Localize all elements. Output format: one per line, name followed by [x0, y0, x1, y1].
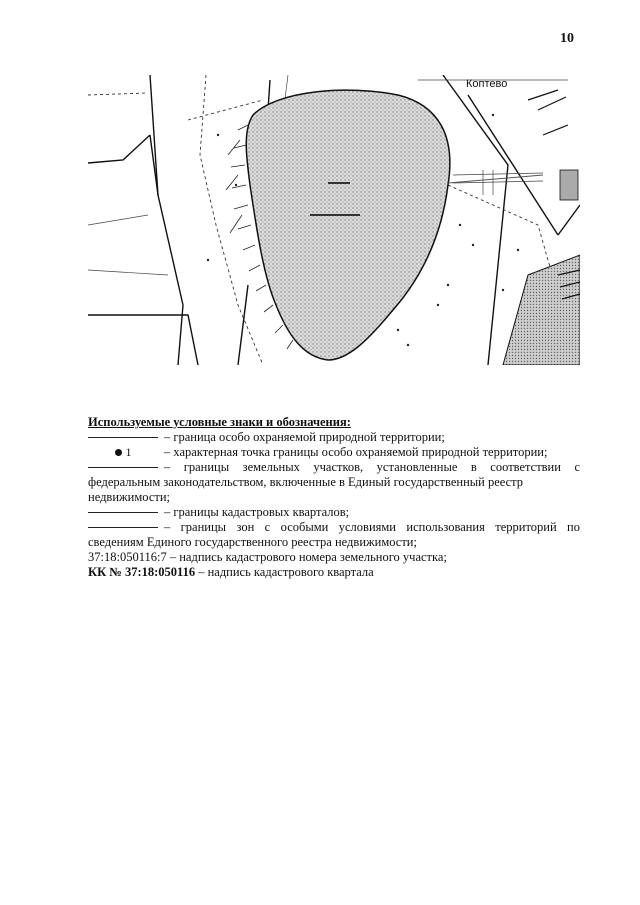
parcel-number: 37:18:050116:7	[88, 550, 167, 564]
line-symbol	[88, 527, 158, 528]
legend-item-quarter-number	[88, 565, 580, 580]
building-block	[560, 170, 578, 200]
legend-item-text: – граница особо охраняемой природной территории;	[164, 430, 445, 444]
legend-item-cadastral-quarters	[88, 505, 580, 520]
quarter-number-desc: – надпись кадастрового квартала	[195, 565, 374, 579]
legend-item-text: – границы зон с особыми условиями использования территорий по	[164, 520, 580, 534]
settlement-area	[503, 255, 580, 365]
line-symbol	[88, 467, 158, 468]
legend-item-text-continued: сведениям Единого государственного реестра недвижимости;	[88, 535, 417, 549]
parcel-number-desc: – надпись кадастрового номера земельного участка;	[166, 550, 447, 564]
protected-area	[246, 90, 450, 360]
legend-item-boundary-point	[88, 445, 580, 460]
page-number: 10	[560, 31, 574, 46]
legend-item-text-continued: федеральным законодательством, включенные в Единый государственный реестр недвижимости;	[88, 475, 524, 504]
quarter-number: КК № 37:18:050116	[88, 565, 196, 579]
line-symbol	[88, 512, 158, 513]
legend-item-text: – границы кадастровых кварталов;	[164, 505, 350, 519]
line-symbol	[88, 437, 158, 438]
village-label: Коптево	[466, 78, 508, 90]
legend-item-special-zones	[88, 520, 580, 535]
point-label: 1	[125, 445, 132, 459]
legend-item-land-parcels	[88, 460, 580, 475]
legend-item-text: – границы земельных участков, установленные в соответствии с	[164, 460, 580, 474]
point-symbol	[88, 445, 158, 460]
legend-item-protected-boundary	[88, 430, 580, 445]
legend-title: Используемые условные знаки и обозначения:	[88, 415, 351, 429]
dot-icon	[115, 449, 122, 456]
cadastral-map	[88, 75, 580, 365]
legend-item-parcel-number	[88, 550, 580, 565]
legend-item-text: – характерная точка границы особо охраняемой природной территории;	[164, 445, 548, 459]
legend	[88, 415, 580, 580]
